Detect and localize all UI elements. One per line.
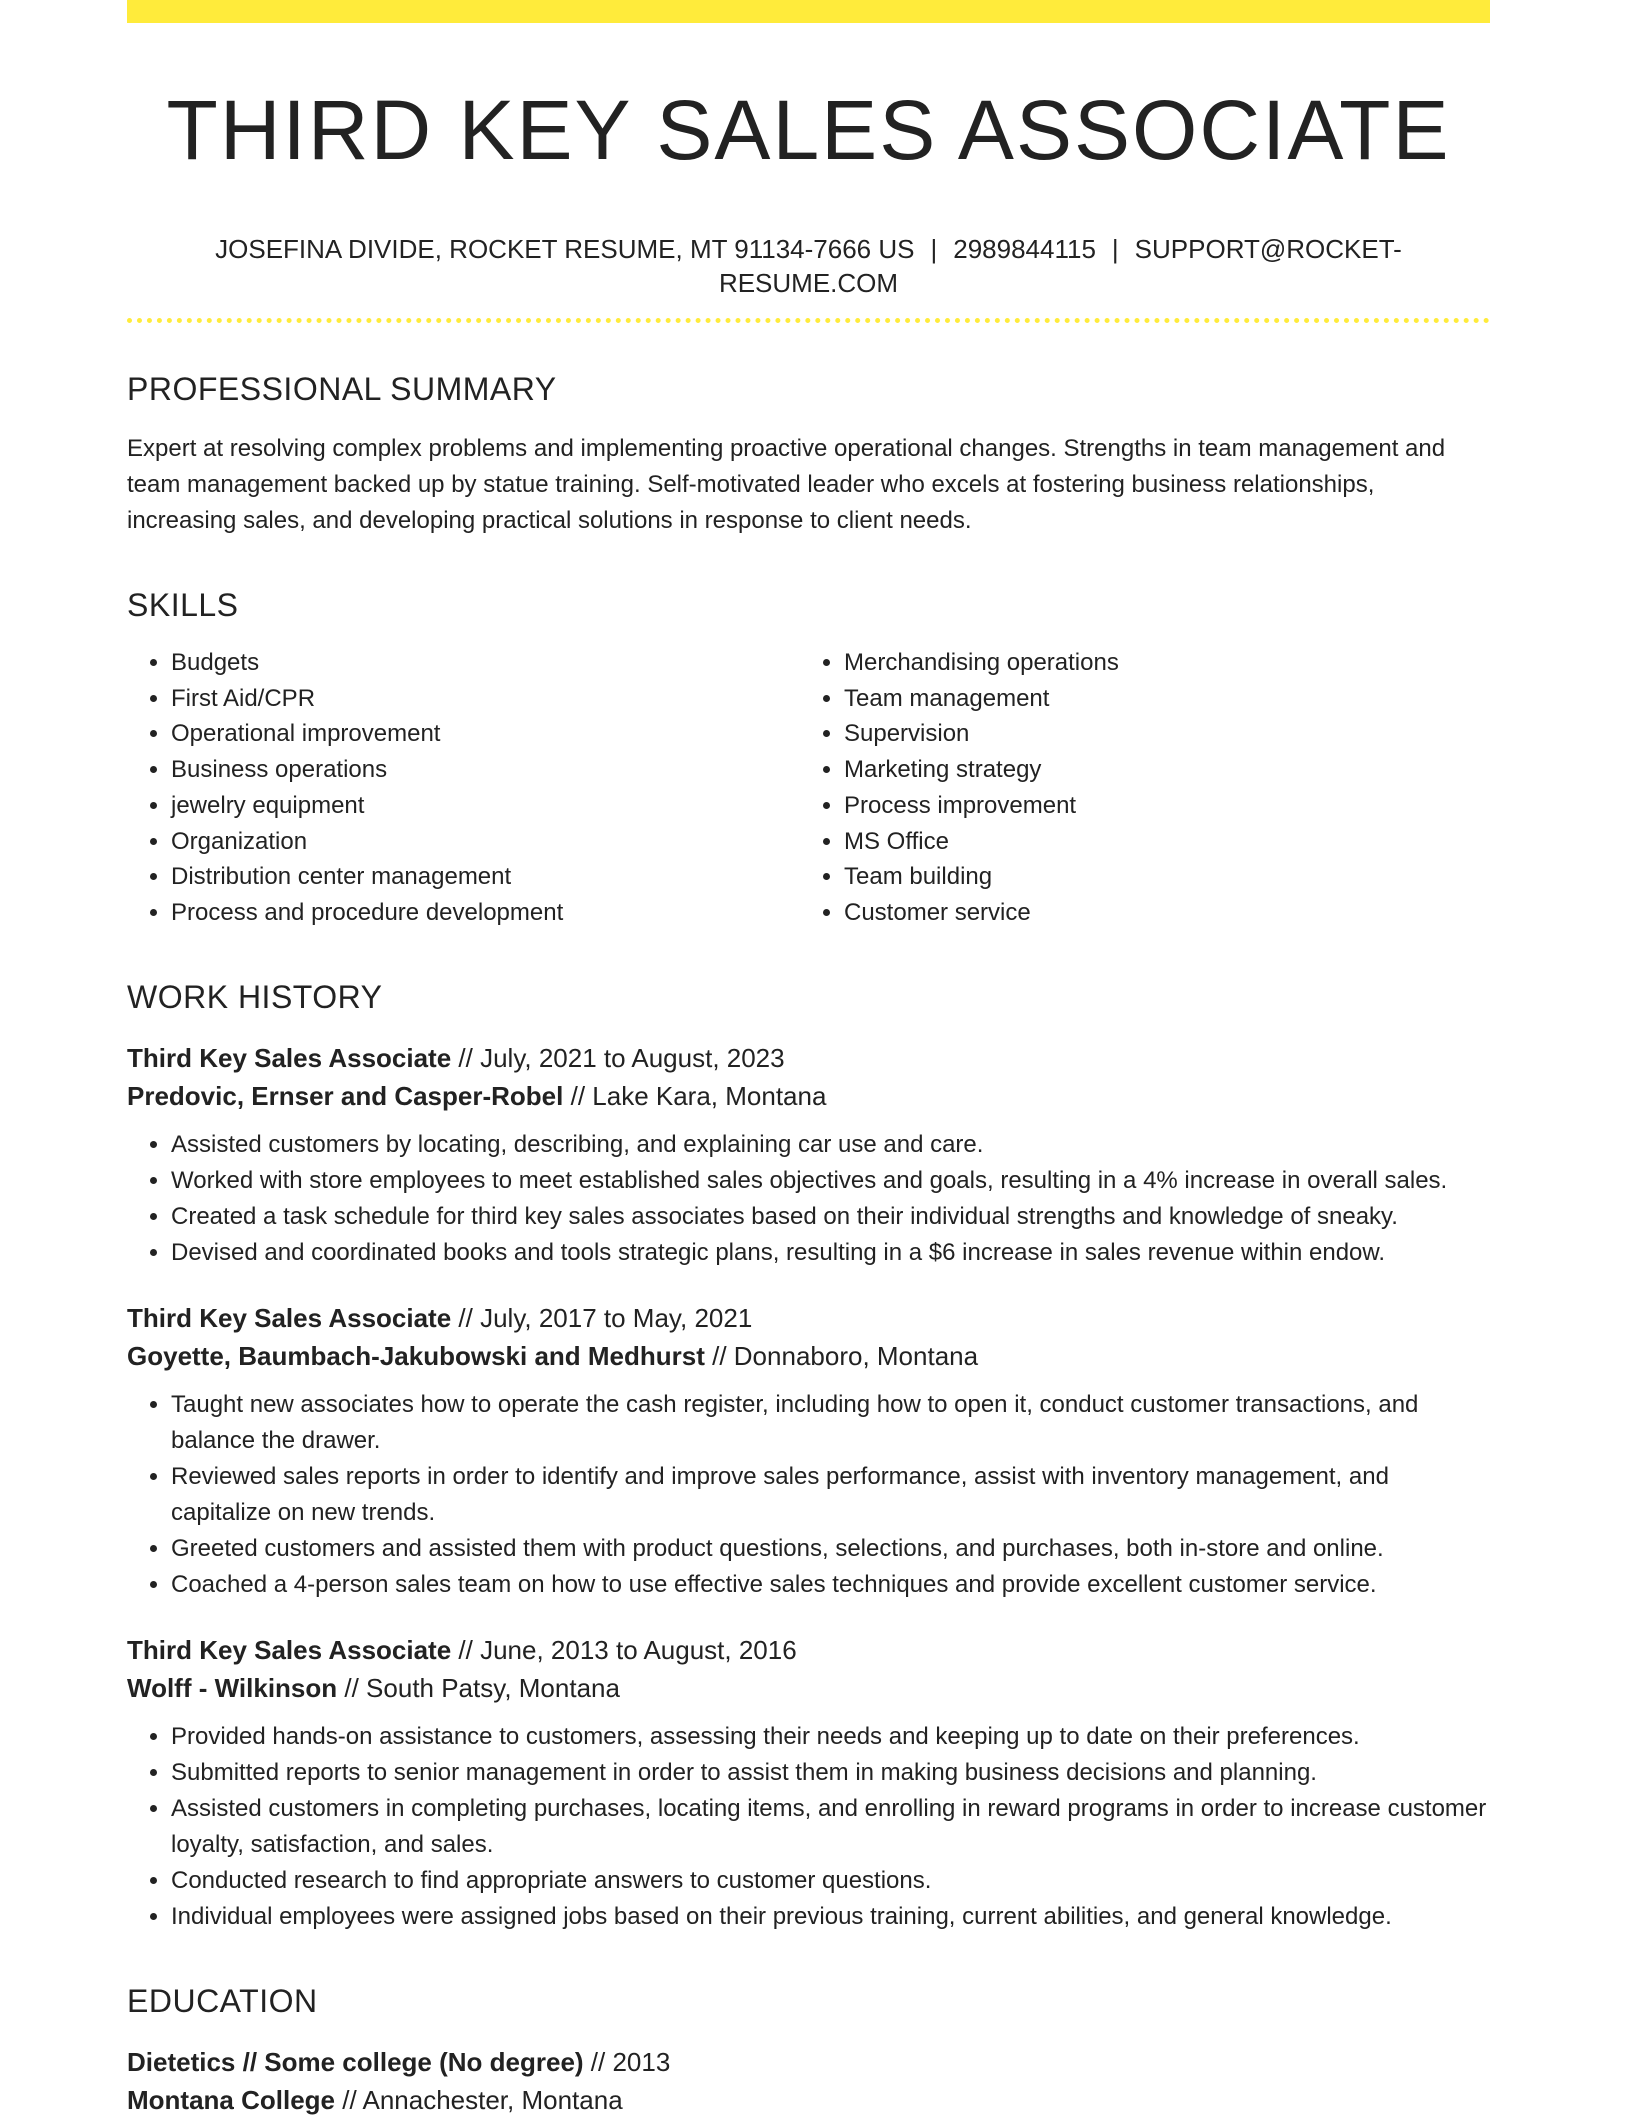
education-entry xyxy=(127,2043,1490,2119)
education-school: Montana College xyxy=(127,2084,336,2115)
contact-email: SUPPORT@ROCKET-RESUME.COM xyxy=(718,234,1402,298)
job-entry xyxy=(127,1039,1490,1271)
job-title-line xyxy=(127,1631,1490,1669)
job-dates: // July, 2021 to August, 2023 xyxy=(451,1042,785,1073)
job-entry xyxy=(127,1631,1490,1935)
job-company: Wolff - Wilkinson xyxy=(127,1672,338,1703)
job-bullet: • Devised and coordinated books and tools strategic plans, resulting in a $6 increase in sales revenue within endow. xyxy=(171,1235,1490,1271)
skill-item: • Supervision xyxy=(844,716,1473,752)
contact-line xyxy=(127,232,1490,300)
job-title-line xyxy=(127,1039,1490,1077)
skill-item: • MS Office xyxy=(844,824,1473,860)
skill-item: • Operational improvement xyxy=(171,716,800,752)
job-bullets xyxy=(127,1719,1490,1935)
education-degree-line xyxy=(127,2043,1490,2081)
contact-address: JOSEFINA DIVIDE, ROCKET RESUME, MT 91134-7666 US xyxy=(215,234,915,264)
job-bullets xyxy=(127,1127,1490,1271)
job-company-line xyxy=(127,1669,1490,1707)
skill-item: • Business operations xyxy=(171,752,800,788)
job-company: Goyette, Baumbach-Jakubowski and Medhurst xyxy=(127,1340,705,1371)
skill-item: • Process and procedure development xyxy=(171,895,800,931)
skill-item: • jewelry equipment xyxy=(171,788,800,824)
job-company-line xyxy=(127,1337,1490,1375)
job-bullets xyxy=(127,1387,1490,1603)
job-bullet: • Assisted customers in completing purchases, locating items, and enrolling in reward programs in order to increase customer loyalty, satisfaction, and sales. xyxy=(171,1791,1490,1863)
skill-item: • Team building xyxy=(844,859,1473,895)
skill-item: • Marketing strategy xyxy=(844,752,1473,788)
skill-item: • First Aid/CPR xyxy=(171,681,800,717)
job-bullet: • Reviewed sales reports in order to identify and improve sales performance, assist with inventory management, and capitalize on new trends. xyxy=(171,1459,1490,1531)
job-entry xyxy=(127,1299,1490,1603)
skill-item: • Organization xyxy=(171,824,800,860)
job-bullet: • Provided hands-on assistance to customers, assessing their needs and keeping up to date on their preferences. xyxy=(171,1719,1490,1755)
contact-separator: | xyxy=(1111,234,1119,264)
resume-name: THIRD KEY SALES ASSOCIATE xyxy=(166,83,1451,177)
skill-item: • Distribution center management xyxy=(171,859,800,895)
summary-heading: PROFESSIONAL SUMMARY xyxy=(127,371,557,407)
skills-heading: SKILLS xyxy=(127,587,239,623)
skills-column-left xyxy=(127,645,800,931)
job-bullet: • Assisted customers by locating, describing, and explaining car use and care. xyxy=(171,1127,1490,1163)
job-bullet: • Coached a 4-person sales team on how to use effective sales techniques and provide excellent customer service. xyxy=(171,1567,1490,1603)
education-heading: EDUCATION xyxy=(127,1982,318,2019)
summary-text: Expert at resolving complex problems and implementing proactive operational changes. Strengths in team management and team management backed up by statue training. Self-motivated leader who excels at fostering business relationships, increasing sales, and developing practical solutions in response to client needs. xyxy=(127,435,1446,534)
job-title-line xyxy=(127,1299,1490,1337)
education-school-line xyxy=(127,2081,1490,2119)
job-title: Third Key Sales Associate xyxy=(127,1042,452,1073)
job-bullet: • Individual employees were assigned jobs based on their previous training, current abilities, and general knowledge. xyxy=(171,1899,1490,1935)
contact-phone: 2989844115 xyxy=(953,234,1096,264)
skill-item: • Merchandising operations xyxy=(844,645,1473,681)
job-bullet: • Worked with store employees to meet established sales objectives and goals, resulting in a 4% increase in overall sales. xyxy=(171,1163,1490,1199)
job-bullet: • Conducted research to find appropriate answers to customer questions. xyxy=(171,1863,1490,1899)
job-location: // South Patsy, Montana xyxy=(337,1672,620,1703)
skill-item: • Process improvement xyxy=(844,788,1473,824)
job-location: // Lake Kara, Montana xyxy=(563,1080,827,1111)
job-title: Third Key Sales Associate xyxy=(127,1302,452,1333)
job-dates: // June, 2013 to August, 2016 xyxy=(451,1634,797,1665)
job-dates: // July, 2017 to May, 2021 xyxy=(451,1302,753,1333)
job-title: Third Key Sales Associate xyxy=(127,1634,452,1665)
job-company: Predovic, Ernser and Casper-Robel xyxy=(127,1080,564,1111)
education-year: // 2013 xyxy=(583,2046,671,2077)
job-bullet: • Created a task schedule for third key sales associates based on their individual strengths and knowledge of sneaky. xyxy=(171,1199,1490,1235)
skills-column-right xyxy=(800,645,1473,931)
skill-item: • Team management xyxy=(844,681,1473,717)
job-bullet: • Submitted reports to senior management in order to assist them in making business decisions and planning. xyxy=(171,1755,1490,1791)
skills-list xyxy=(127,645,1490,931)
job-location: // Donnaboro, Montana xyxy=(704,1340,979,1371)
skill-item: • Budgets xyxy=(171,645,800,681)
education-location: // Annachester, Montana xyxy=(335,2084,623,2115)
job-company-line xyxy=(127,1077,1490,1115)
contact-separator: | xyxy=(930,234,938,264)
skill-item: • Customer service xyxy=(844,895,1473,931)
header-divider xyxy=(127,318,1490,323)
work-history-heading: WORK HISTORY xyxy=(127,978,383,1015)
education-degree: Dietetics // Some college (No degree) xyxy=(127,2046,584,2077)
resume-page xyxy=(127,0,1490,2119)
job-bullet: • Greeted customers and assisted them with product questions, selections, and purchases, both in-store and online. xyxy=(171,1531,1490,1567)
job-bullet: • Taught new associates how to operate the cash register, including how to open it, conduct customer transactions, and balance the drawer. xyxy=(171,1387,1490,1459)
